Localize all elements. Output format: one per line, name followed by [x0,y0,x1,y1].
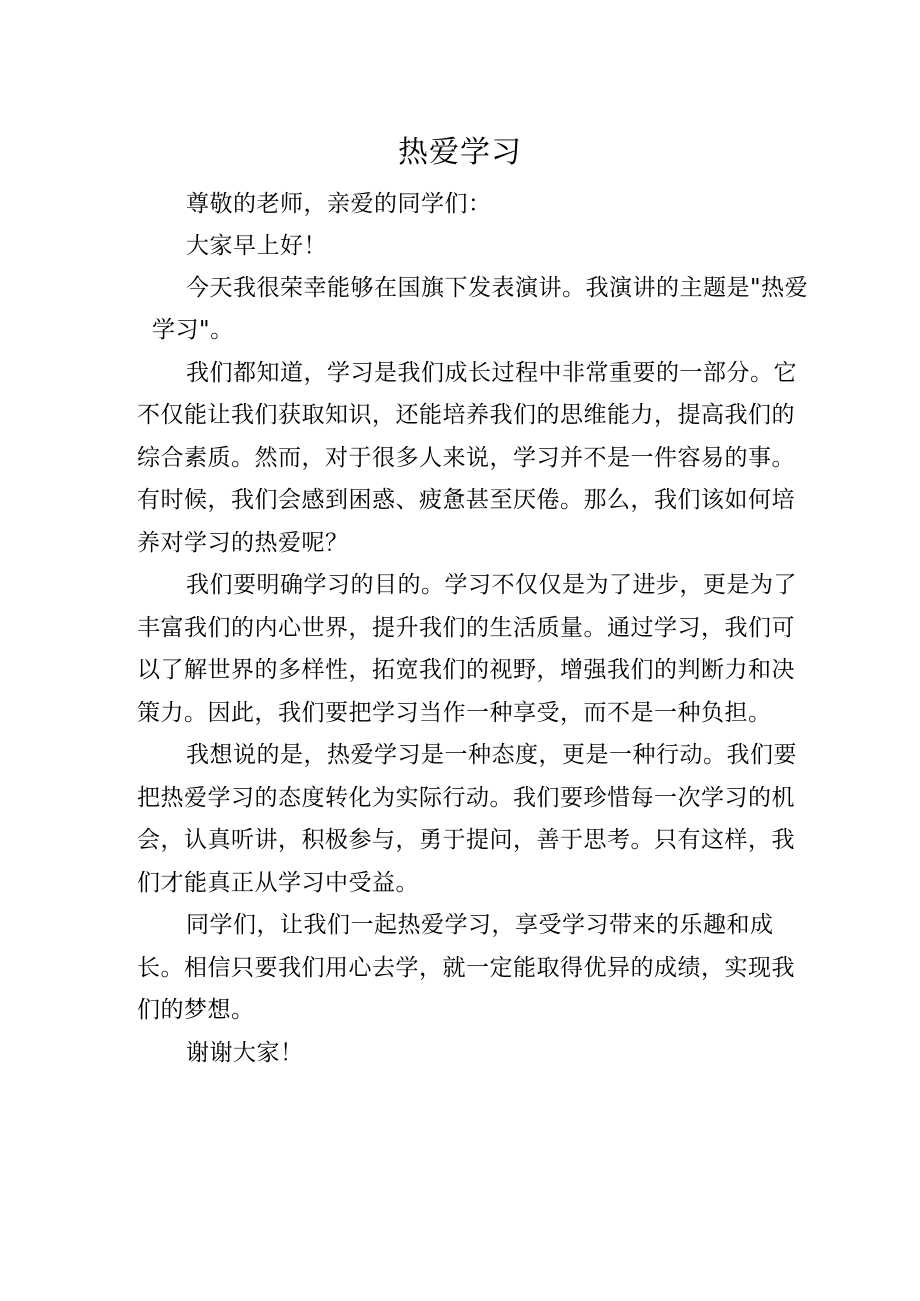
document-title: 热爱学习 [398,135,522,170]
paragraph-line: 同学们，让我们一起热爱学习，享受学习带来的乐趣和成 [186,912,774,938]
paragraph-line: 今天我很荣幸能够在国旗下发表演讲。我演讲的主题是"热爱 [186,275,809,301]
paragraph-line: 丰富我们的内心世界，提升我们的生活质量。通过学习，我们可 [137,615,795,641]
paragraph-line: 策力。因此，我们要把学习当作一种享受，而不是一种负担。 [137,700,772,726]
paragraph-line: 们的梦想。 [137,997,255,1023]
salutation-line: 尊敬的老师，亲爱的同学们： [186,191,492,217]
paragraph-line: 我想说的是，热爱学习是一种态度，更是一种行动。我们要 [186,742,797,768]
paragraph-line: 我们要明确学习的目的。学习不仅仅是为了进步，更是为了 [186,572,797,598]
paragraph-line: 长。相信只要我们用心去学，就一定能取得优异的成绩，实现我 [137,955,795,981]
closing-line: 谢谢大家！ [186,1040,304,1066]
paragraph-line: 把热爱学习的态度转化为实际行动。我们要珍惜每一次学习的机 [137,785,795,811]
paragraph-line: 不仅能让我们获取知识，还能培养我们的思维能力，提高我们的 [137,402,795,428]
greeting-line: 大家早上好！ [186,233,327,259]
paragraph-line: 我们都知道，学习是我们成长过程中非常重要的一部分。它 [186,360,797,386]
paragraph-line: 学习"。 [152,317,234,343]
paragraph-line: 会，认真听讲，积极参与，勇于提问，善于思考。只有这样，我 [137,827,795,853]
paragraph-line: 养对学习的热爱呢？ [137,530,349,556]
paragraph-line: 以了解世界的多样性，拓宽我们的视野，增强我们的判断力和决 [137,657,795,683]
paragraph-line: 们才能真正从学习中受益。 [137,870,419,896]
paragraph-line: 综合素质。然而，对于很多人来说，学习并不是一件容易的事。 [137,445,795,471]
paragraph-line: 有时候，我们会感到困惑、疲惫甚至厌倦。那么，我们该如何培 [137,487,795,513]
